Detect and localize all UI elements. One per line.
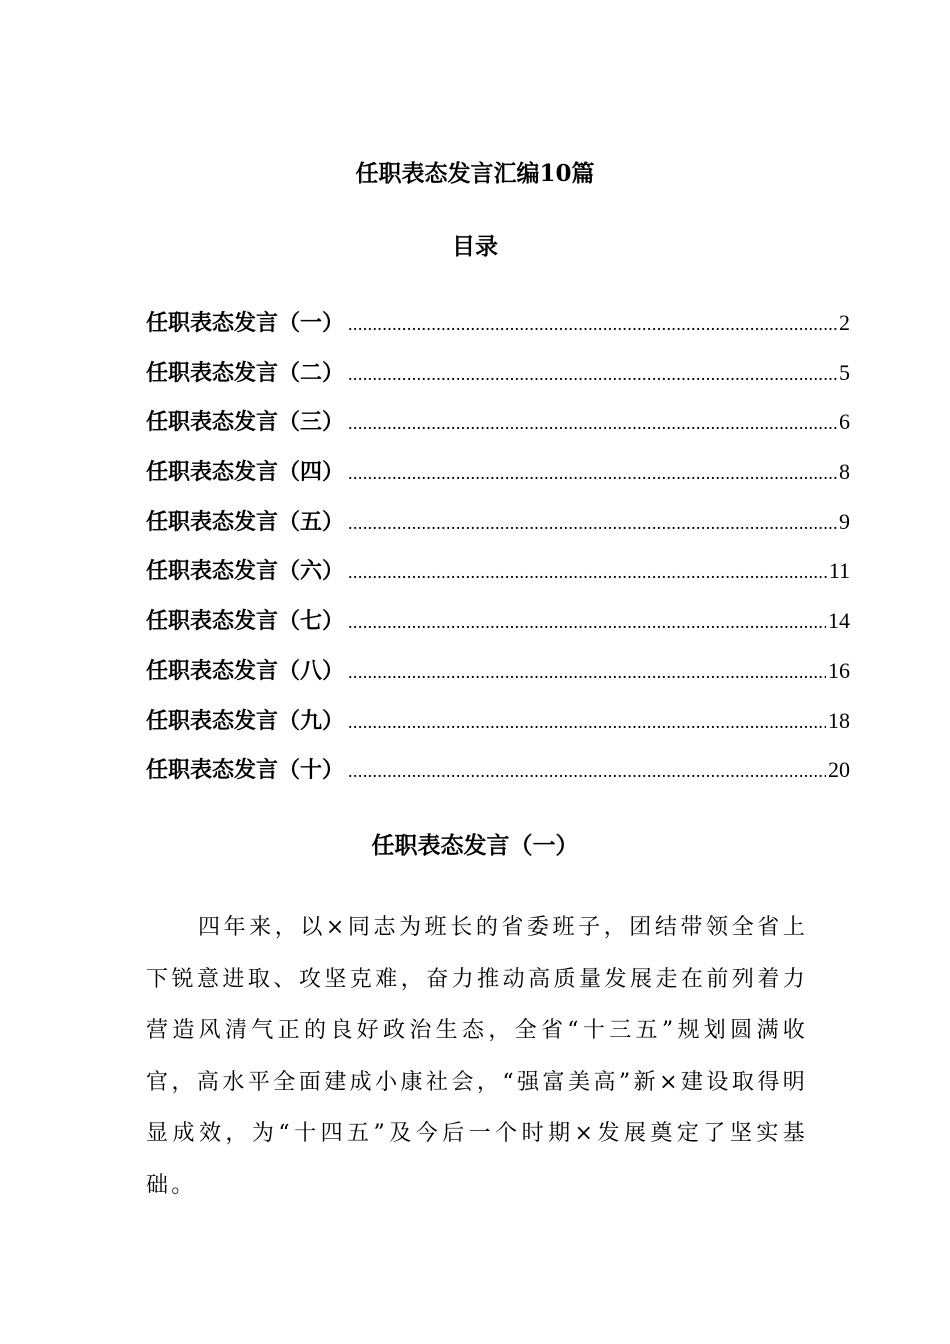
toc-entry-page: 2 xyxy=(839,310,850,335)
toc-entry-label: 任职表态发言（二） xyxy=(146,359,345,386)
toc-entry-label: 任职表态发言（六） xyxy=(146,558,345,585)
toc-entry-page: 5 xyxy=(839,359,850,385)
toc-entry-page: 11 xyxy=(828,558,850,584)
table-of-contents xyxy=(146,305,850,802)
toc-entry-4[interactable] xyxy=(146,454,850,504)
toc-leader-dots xyxy=(348,356,837,392)
toc-leader-dots xyxy=(348,554,827,590)
toc-entry-page: 9 xyxy=(839,508,850,534)
toc-entry-7[interactable] xyxy=(146,603,850,653)
toc-entry-label: 任职表态发言（七） xyxy=(146,608,345,635)
toc-entry-8[interactable] xyxy=(146,653,850,703)
toc-leader-dots xyxy=(348,604,826,640)
toc-entry-label: 任职表态发言（九） xyxy=(146,707,345,734)
toc-entry-2[interactable] xyxy=(146,355,850,405)
toc-leader-dots xyxy=(348,306,837,342)
section-title: 任职表态发言（一） xyxy=(371,832,579,859)
toc-leader-dots xyxy=(348,405,837,441)
toc-entry-label: 任职表态发言（四） xyxy=(146,459,345,486)
toc-leader-dots xyxy=(348,505,837,541)
toc-entry-label: 任职表态发言（一） xyxy=(146,310,345,336)
toc-entry-page: 8 xyxy=(839,459,850,485)
toc-entry-page: 6 xyxy=(839,409,850,435)
toc-leader-dots xyxy=(348,455,837,491)
body-paragraph: 四年来，以×同志为班长的省委班子，团结带领全省上下锐意进取、攻坚克难，奋力推动高质量发展走在前列着力营造风清气正的良好政治生态，全省“十三五”规划圆满收官，高水平全面建成小康社会，“强富美高”新×建设取得明显成效，为“十四五”及今后一个时期×发展奠定了坚实基础。 xyxy=(146,915,808,1198)
toc-leader-dots xyxy=(348,753,826,789)
toc-entry-3[interactable] xyxy=(146,404,850,454)
toc-entry-6[interactable] xyxy=(146,553,850,603)
toc-entry-1[interactable] xyxy=(146,305,850,355)
toc-leader-dots xyxy=(348,654,826,690)
toc-leader-dots xyxy=(348,704,826,740)
toc-entry-page: 16 xyxy=(828,657,850,683)
toc-entry-10[interactable] xyxy=(146,752,850,802)
toc-entry-label: 任职表态发言（五） xyxy=(146,508,345,535)
toc-entry-label: 任职表态发言（八） xyxy=(146,657,345,684)
toc-entry-label: 任职表态发言（十） xyxy=(146,757,345,784)
toc-entry-9[interactable] xyxy=(146,703,850,753)
toc-entry-page: 18 xyxy=(828,707,850,733)
toc-entry-page: 20 xyxy=(828,757,850,783)
toc-entry-label: 任职表态发言（三） xyxy=(146,409,345,436)
toc-entry-page: 14 xyxy=(828,608,850,634)
document-title: 任职表态发言汇编10篇 xyxy=(355,160,595,187)
toc-heading: 目录 xyxy=(452,233,498,260)
toc-entry-5[interactable] xyxy=(146,504,850,554)
